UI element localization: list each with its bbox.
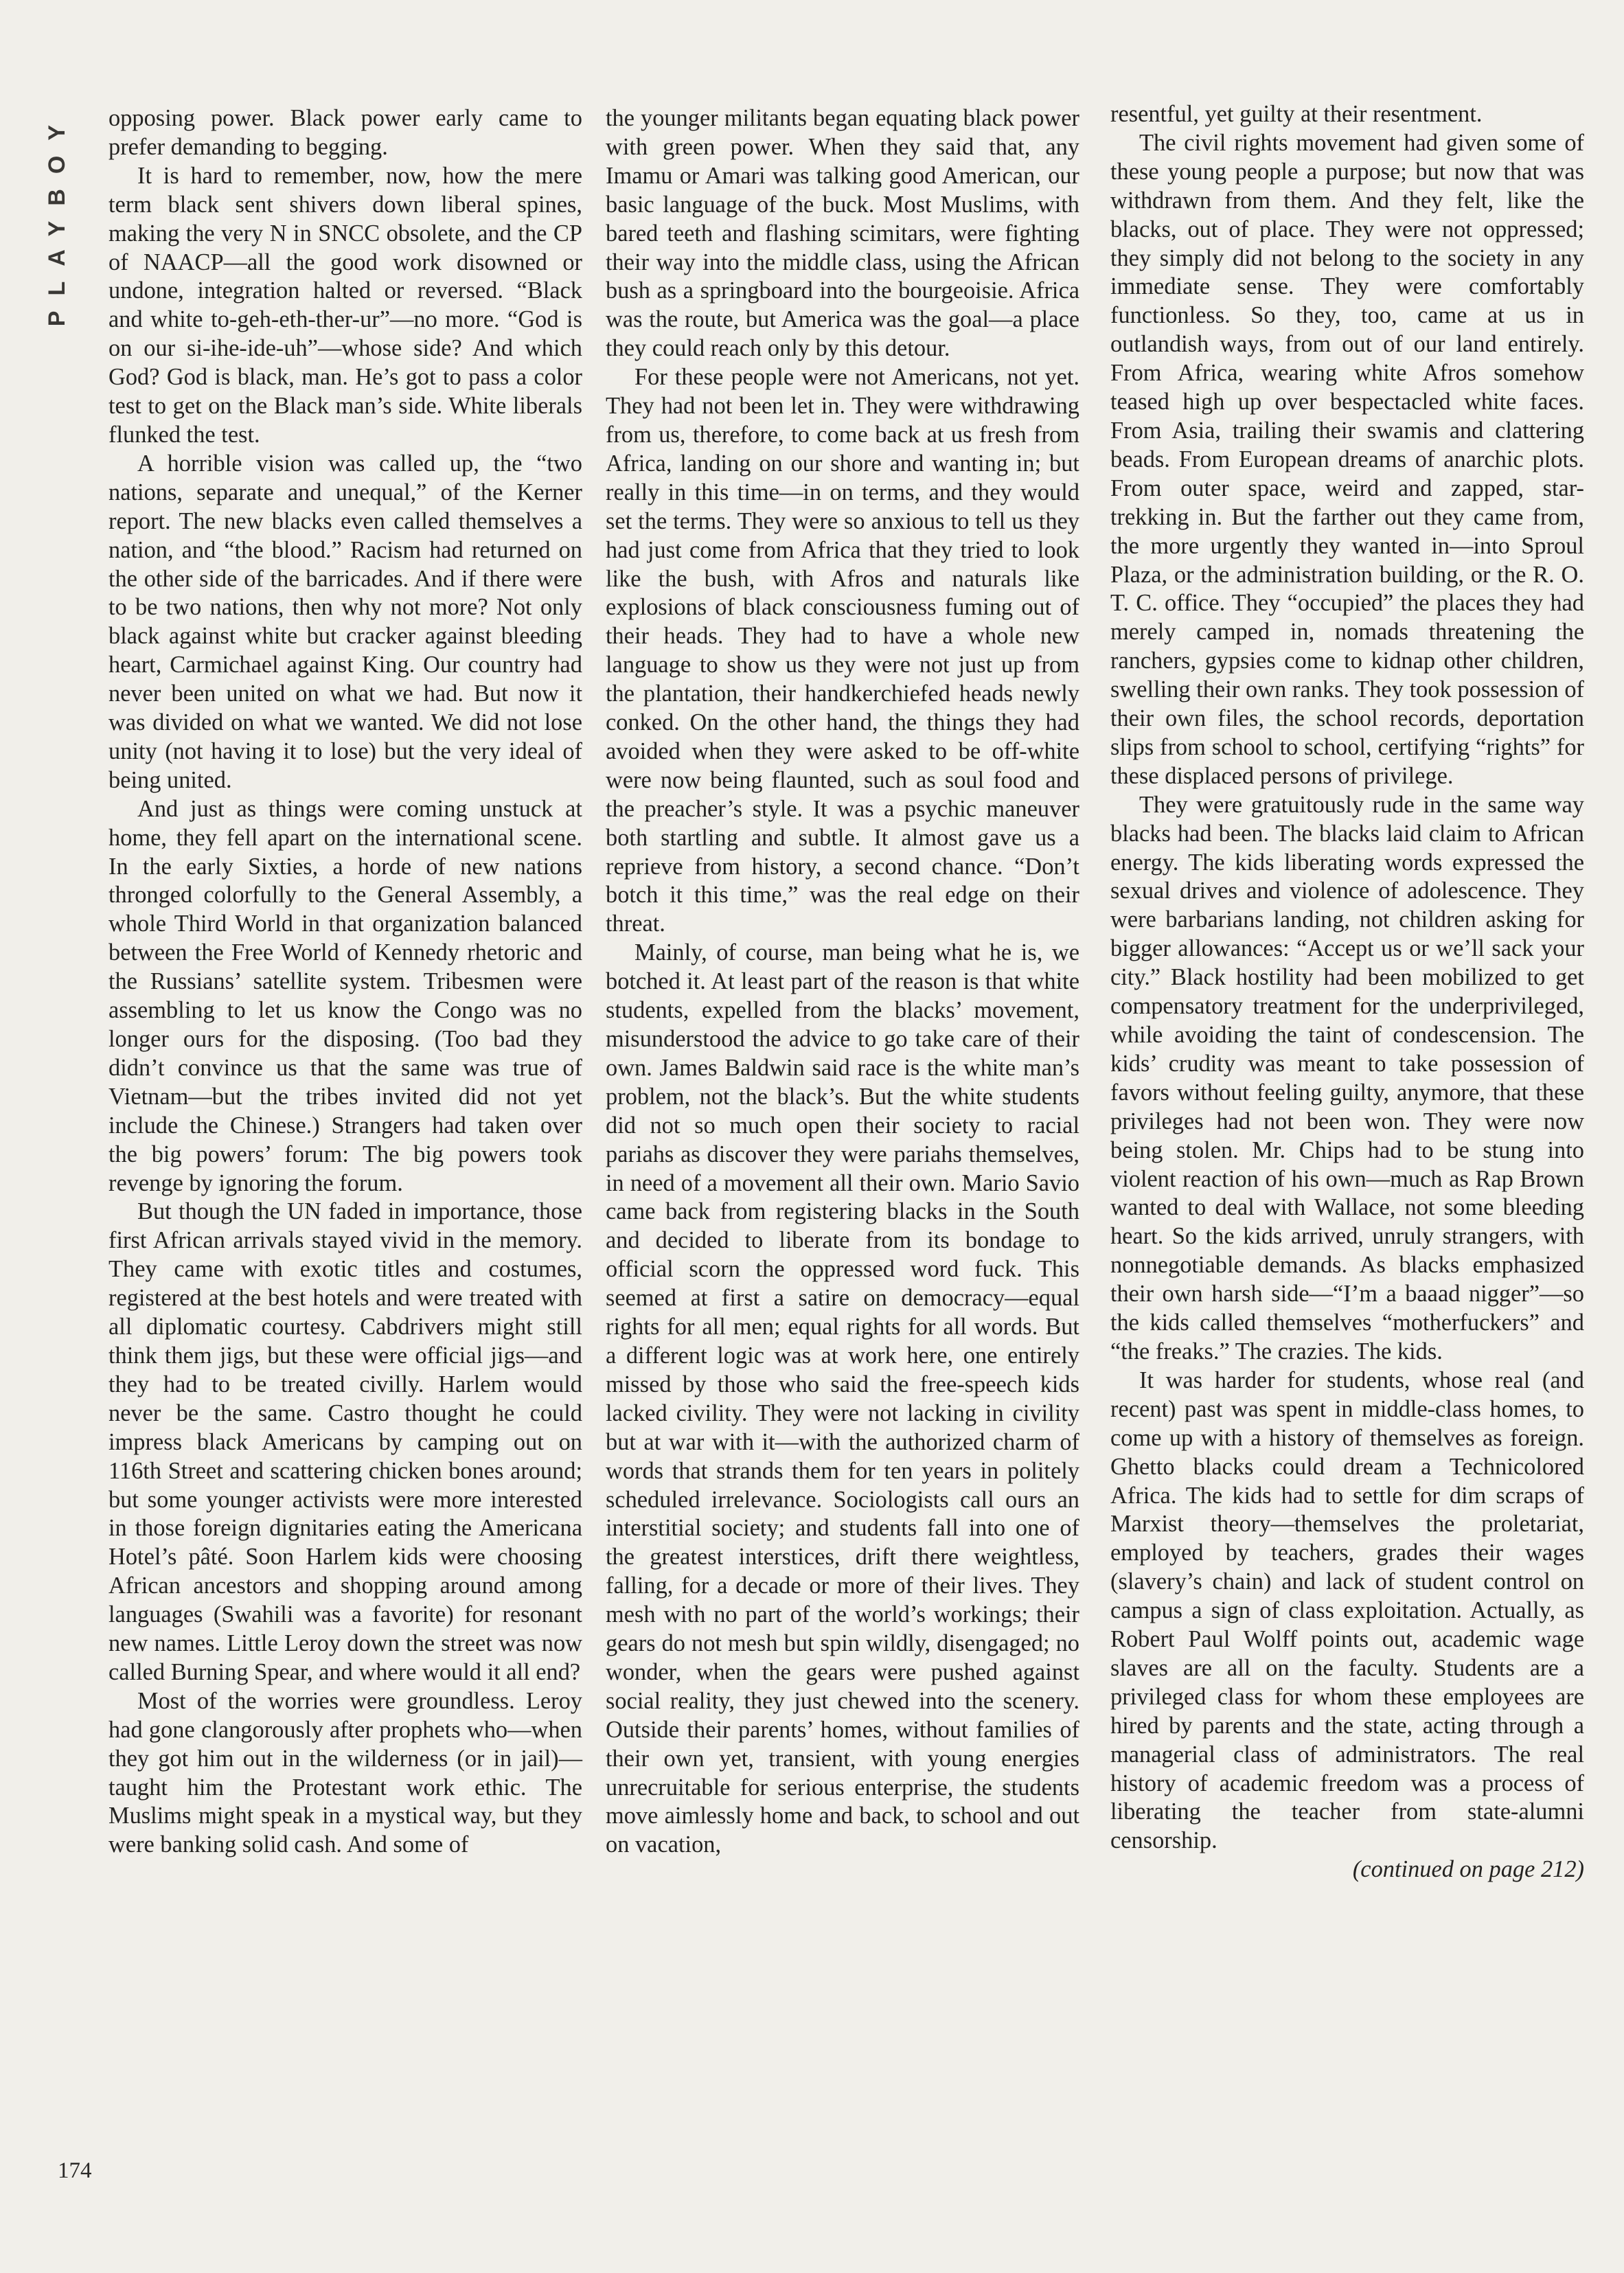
paragraph: Mainly, of course, man being what he is, we botched it. At least part of the reason is that white students, expelled from the blacks’ movement, misunderstood the advice to go take care of their own. James Baldwin said race is the white man’s problem, not the black’s. But the white students did not so much open their society to racial pariahs as discover they were pariahs themselves, in need of a movement all their own. Mario Savio came back from registering blacks in the South and decided to liberate from its bondage to official scorn the oppressed word fuck. This seemed at first a satire on democracy—equal rights for all men; equal rights for all words. But a different logic was at work here, one entirely missed by those who said the free-speech kids lacked civility. They were not lacking in civility but at war with it—with the authorized charm of words that strands them for ten years in politely scheduled irrelevance. Sociologists call ours an interstitial society; and students fall into one of the greatest interstices, drift there weightless, falling, for a decade or more of their lives. They mesh with no part of the world’s workings; their gears do not mesh but spin wildly, disengaged; no wonder, when the gears were pushed against social reality, they just chewed into the scenery. Outside their parents’ homes, without families of their own yet, transient, with young energies unrecruitable for serious enterprise, the students move aimlessly home and back, to school and out on vacation, xyxy=(606,939,1079,1858)
paragraph: the younger militants began equating black power with green power. When they said that, any Imamu or Amari was talking good American, our basic language of the buck. Most Muslims, with bared teeth and flashing scimitars, were fighting their way into the middle class, using the African bush as a springboard into the bourgeoisie. Africa was the route, but America was the goal—a place they could reach only by this detour. xyxy=(606,105,1079,362)
paragraph: Most of the worries were groundless. Leroy had gone clangorously after prophets who—when they got him out in the wilderness (or in jail)—taught him the Protestant work ethic. The Muslims might speak in a mystical way, but they were banking solid cash. And some of xyxy=(108,1687,582,1858)
paragraph: It is hard to remember, now, how the mere term black sent shivers down liberal spines, making the very N in SNCC obsolete, and the CP of NAACP—all the good work disowned or undone, integration halted or reversed. “Black and white to-geh-eth-ther-ur”—no more. “God is on our si-ihe-ide-uh”—whose side? And which God? God is black, man. He’s got to pass a color test to get on the Black man’s side. White liberals flunked the test. xyxy=(108,162,582,448)
paragraph: The civil rights movement had given some of these young people a purpose; but now that was withdrawn from them. And they felt, like the blacks, out of place. They were not oppressed; they simply did not belong to the society in any immediate sense. They were comfortably functionless. So they, too, came at us in outlandish ways, from out of our land entirely. From Africa, wearing white Afros somehow teased high up over bespectacled white faces. From Asia, trailing their swamis and clattering beads. From European dreams of anarchic plots. From outer space, weird and zapped, star-trekking in. But the farther out they came from, the more urgently they wanted in—into Sproul Plaza, or the administration building, or the R. O. T. C. office. They “occupied” the places they had merely camped in, nomads threatening the ranchers, gypsies come to kidnap other children, swelling their own ranks. They took possession of their own files, the school records, deportation slips from school to school, certifying “rights” for these displaced persons of privilege. xyxy=(1110,129,1584,789)
paragraph: resentful, yet guilty at their resentment. xyxy=(1110,101,1483,127)
text-column-1 xyxy=(108,104,582,1860)
text-column-3 xyxy=(1110,100,1584,1884)
continued-note: (continued on page 212) xyxy=(1352,1856,1584,1883)
paragraph: But though the UN faded in importance, those first African arrivals stayed vivid in the memory. They came with exotic titles and costumes, registered at the best hotels and were treated with all diplomatic courtesy. Cabdrivers might still think them jigs, but these were official jigs—and they had to be treated civilly. Harlem would never be the same. Castro thought he could impress black Americans by camping out on 116th Street and scattering chicken bones around; but some younger activists were more interested in those foreign dignitaries eating the Americana Hotel’s pâté. Soon Harlem kids were choosing African ancestors and shopping around among languages (Swahili was a favorite) for resonant new names. Little Leroy down the street was now called Burning Spear, and where would it all end? xyxy=(108,1198,582,1685)
paragraph: It was harder for students, whose real (and recent) past was spent in middle-class homes, to come up with a history of themselves as foreign. Ghetto blacks could dream a Technicolored Africa. The kids had to settle for dim scraps of Marxist theory—themselves the proletariat, employed by teachers, grades their wages (slavery’s chain) and lack of student control on campus a sign of class exploitation. Actually, as Robert Paul Wolff points out, academic wage slaves are all on the faculty. Students are a privileged class for whom these employees are hired by parents and the state, acting through a managerial class of administrators. The real history of academic freedom was a process of liberating the teacher from state-alumni censorship. xyxy=(1110,1367,1584,1854)
paragraph: And just as things were coming unstuck at home, they fell apart on the international scene. In the early Sixties, a horde of new nations thronged colorfully to the General Assembly, a whole Third World in that organization balanced between the Free World of Kennedy rhetoric and the Russians’ satellite system. Tribesmen were assembling to let us know the Congo was no longer ours for the disposing. (Too bad they didn’t convince us that the same was true of Vietnam—but the tribes invited did not yet include the Chinese.) Strangers had taken over the big powers’ forum: The big powers took revenge by ignoring the forum. xyxy=(108,795,582,1196)
magazine-masthead: PLAYBOY xyxy=(44,110,70,327)
page-number: 174 xyxy=(58,2158,92,2183)
paragraph: For these people were not Americans, not yet. They had not been let in. They were withdrawing from us, therefore, to come back at us fresh from Africa, landing on our shore and wanting in; but really in this time—in on terms, and they would set the terms. They were so anxious to tell us they had just come from Africa that they tried to look like the bush, with Afros and naturals like explosions of black consciousness fuming out of their heads. They had to have a whole new language to show us they were not just up from the plantation, their handkerchiefed heads newly conked. On the other hand, the things they had avoided when they were asked to be off-white were now being flaunted, such as soul food and the preacher’s style. It was a psychic maneuver both startling and subtle. It almost gave us a reprieve from history, a second chance. “Don’t botch it this time,” was the real edge on their threat. xyxy=(606,364,1079,937)
paragraph: They were gratuitously rude in the same way blacks had been. The blacks laid claim to African energy. The kids liberating words expressed the sexual drives and violence of adolescence. They were barbarians landing, not children asking for bigger allowances: “Accept us or we’ll sack your city.” Black hostility had been mobilized to get compensatory treatment for the underprivileged, while avoiding the taint of condescension. The kids’ crudity was meant to take possession of favors without feeling guilty, anymore, that these privileges had not been won. They were now being stolen. Mr. Chips had to be stung into violent reaction of his own—much as Rap Brown wanted to deal with Wallace, not some bleeding heart. So the kids arrived, unruly strangers, with nonnegotiable demands. As blacks emphasized their own harsh side—“I’m a baaad nigger”—so the kids called themselves “motherfuckers” and “the freaks.” The crazies. The kids. xyxy=(1110,791,1584,1364)
paragraph: A horrible vision was called up, the “two nations, separate and unequal,” of the Kerner report. The new blacks even called themselves a nation, and “the blood.” Racism had returned on the other side of the barricades. And if there were to be two nations, then why not more? Not only black against white but cracker against bleeding heart, Carmichael against King. Our country had never been united on what we had. But now it was divided on what we wanted. We did not lose unity (not having it to lose) but the very ideal of being united. xyxy=(108,450,582,793)
paragraph: opposing power. Black power early came to prefer demanding to begging. xyxy=(108,105,582,160)
text-column-2 xyxy=(606,104,1079,1860)
